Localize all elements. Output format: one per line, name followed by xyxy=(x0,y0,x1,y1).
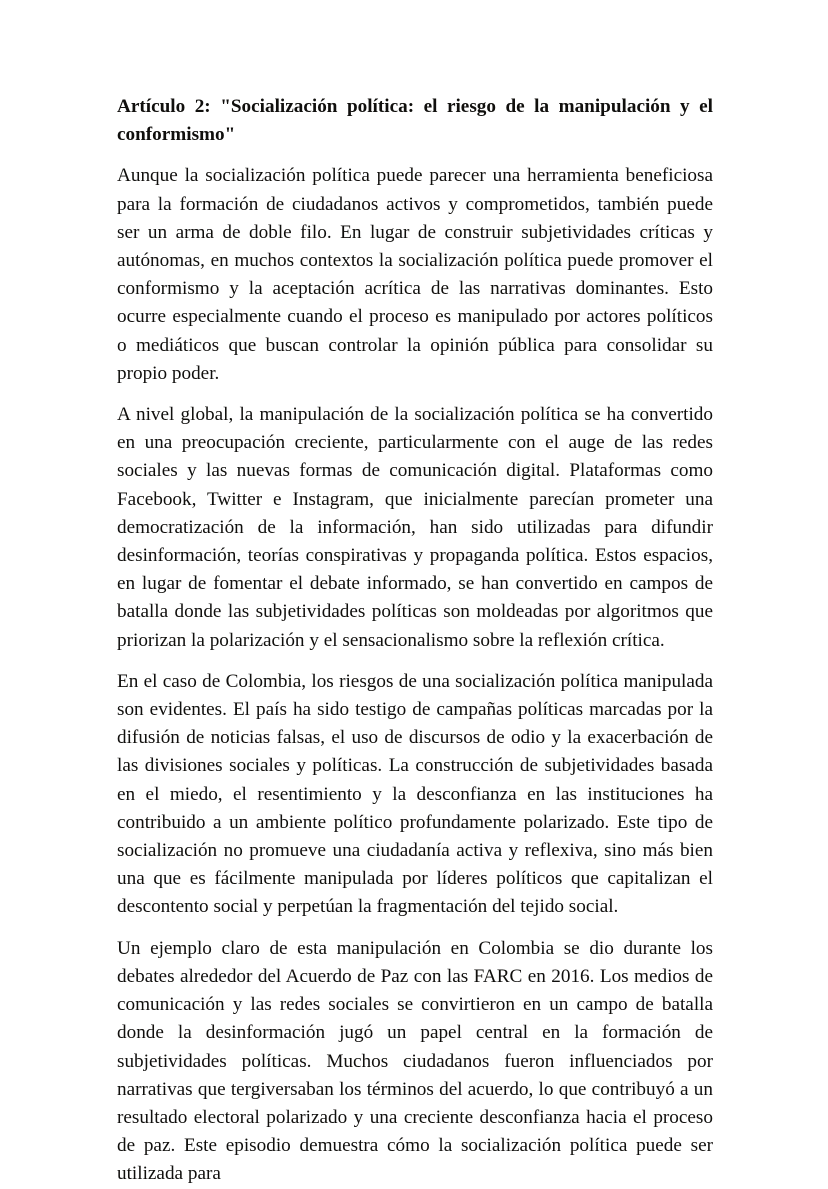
article-heading-title: "Socialización política: el riesgo de la manipulación y el conformismo" xyxy=(117,96,713,146)
body-paragraph: Un ejemplo claro de esta manipulación en Colombia se dio durante los debates alrededor del Acuerdo de Paz con las FARC en 2016. Los medios de comunicación y las redes sociales se convirtieron en un campo de batalla donde la desinformación jugó un papel central en la formación de subjetividades políticas. Muchos ciudadanos fueron influenciados por narrativas que tergiversaban los términos del acuerdo, lo que contribuyó a un resultado electoral polarizado y una creciente desconfianza hacia el proceso de paz. Este episodio demuestra cómo la socialización política puede ser utilizada para xyxy=(117,937,713,1185)
body-paragraph: Aunque la socialización política puede parecer una herramienta beneficiosa para la formación de ciudadanos activos y comprometidos, también puede ser un arma de doble filo. En lugar de construir subjetividades críticas y autónomas, en muchos contextos la socialización política puede promover el conformismo y la aceptación acrítica de las narrativas dominantes. Esto ocurre especialmente cuando el proceso es manipulado por actores políticos o mediáticos que buscan controlar la opinión pública para consolidar su propio poder. xyxy=(117,165,713,384)
body-paragraph: En el caso de Colombia, los riesgos de una socialización política manipulada son evidentes. El país ha sido testigo de campañas políticas marcadas por la difusión de noticias falsas, el uso de discursos de odio y la exacerbación de las divisiones sociales y políticas. La construcción de subjetividades basada en el miedo, el resentimiento y la desconfianza en las instituciones ha contribuido a un ambiente político profundamente polarizado. Este tipo de socialización no promueve una ciudadanía activa y reflexiva, sino más bien una que es fácilmente manipulada por líderes políticos que capitalizan el descontento social y perpetúan la fragmentación del tejido social. xyxy=(117,670,713,918)
text-column xyxy=(117,93,713,1189)
article-heading-label: Artículo 2: xyxy=(117,96,211,117)
article-heading xyxy=(117,93,713,149)
body-paragraph: A nivel global, la manipulación de la socialización política se ha convertido en una preocupación creciente, particularmente con el auge de las redes sociales y las nuevas formas de comunicación digital. Plataformas como Facebook, Twitter e Instagram, que inicialmente parecían prometer una democratización de la información, han sido utilizadas para difundir desinformación, teorías conspirativas y propaganda política. Estos espacios, en lugar de fomentar el debate informado, se han convertido en campos de batalla donde las subjetividades políticas son moldeadas por algoritmos que priorizan la polarización y el sensacionalismo sobre la reflexión crítica. xyxy=(117,404,713,651)
